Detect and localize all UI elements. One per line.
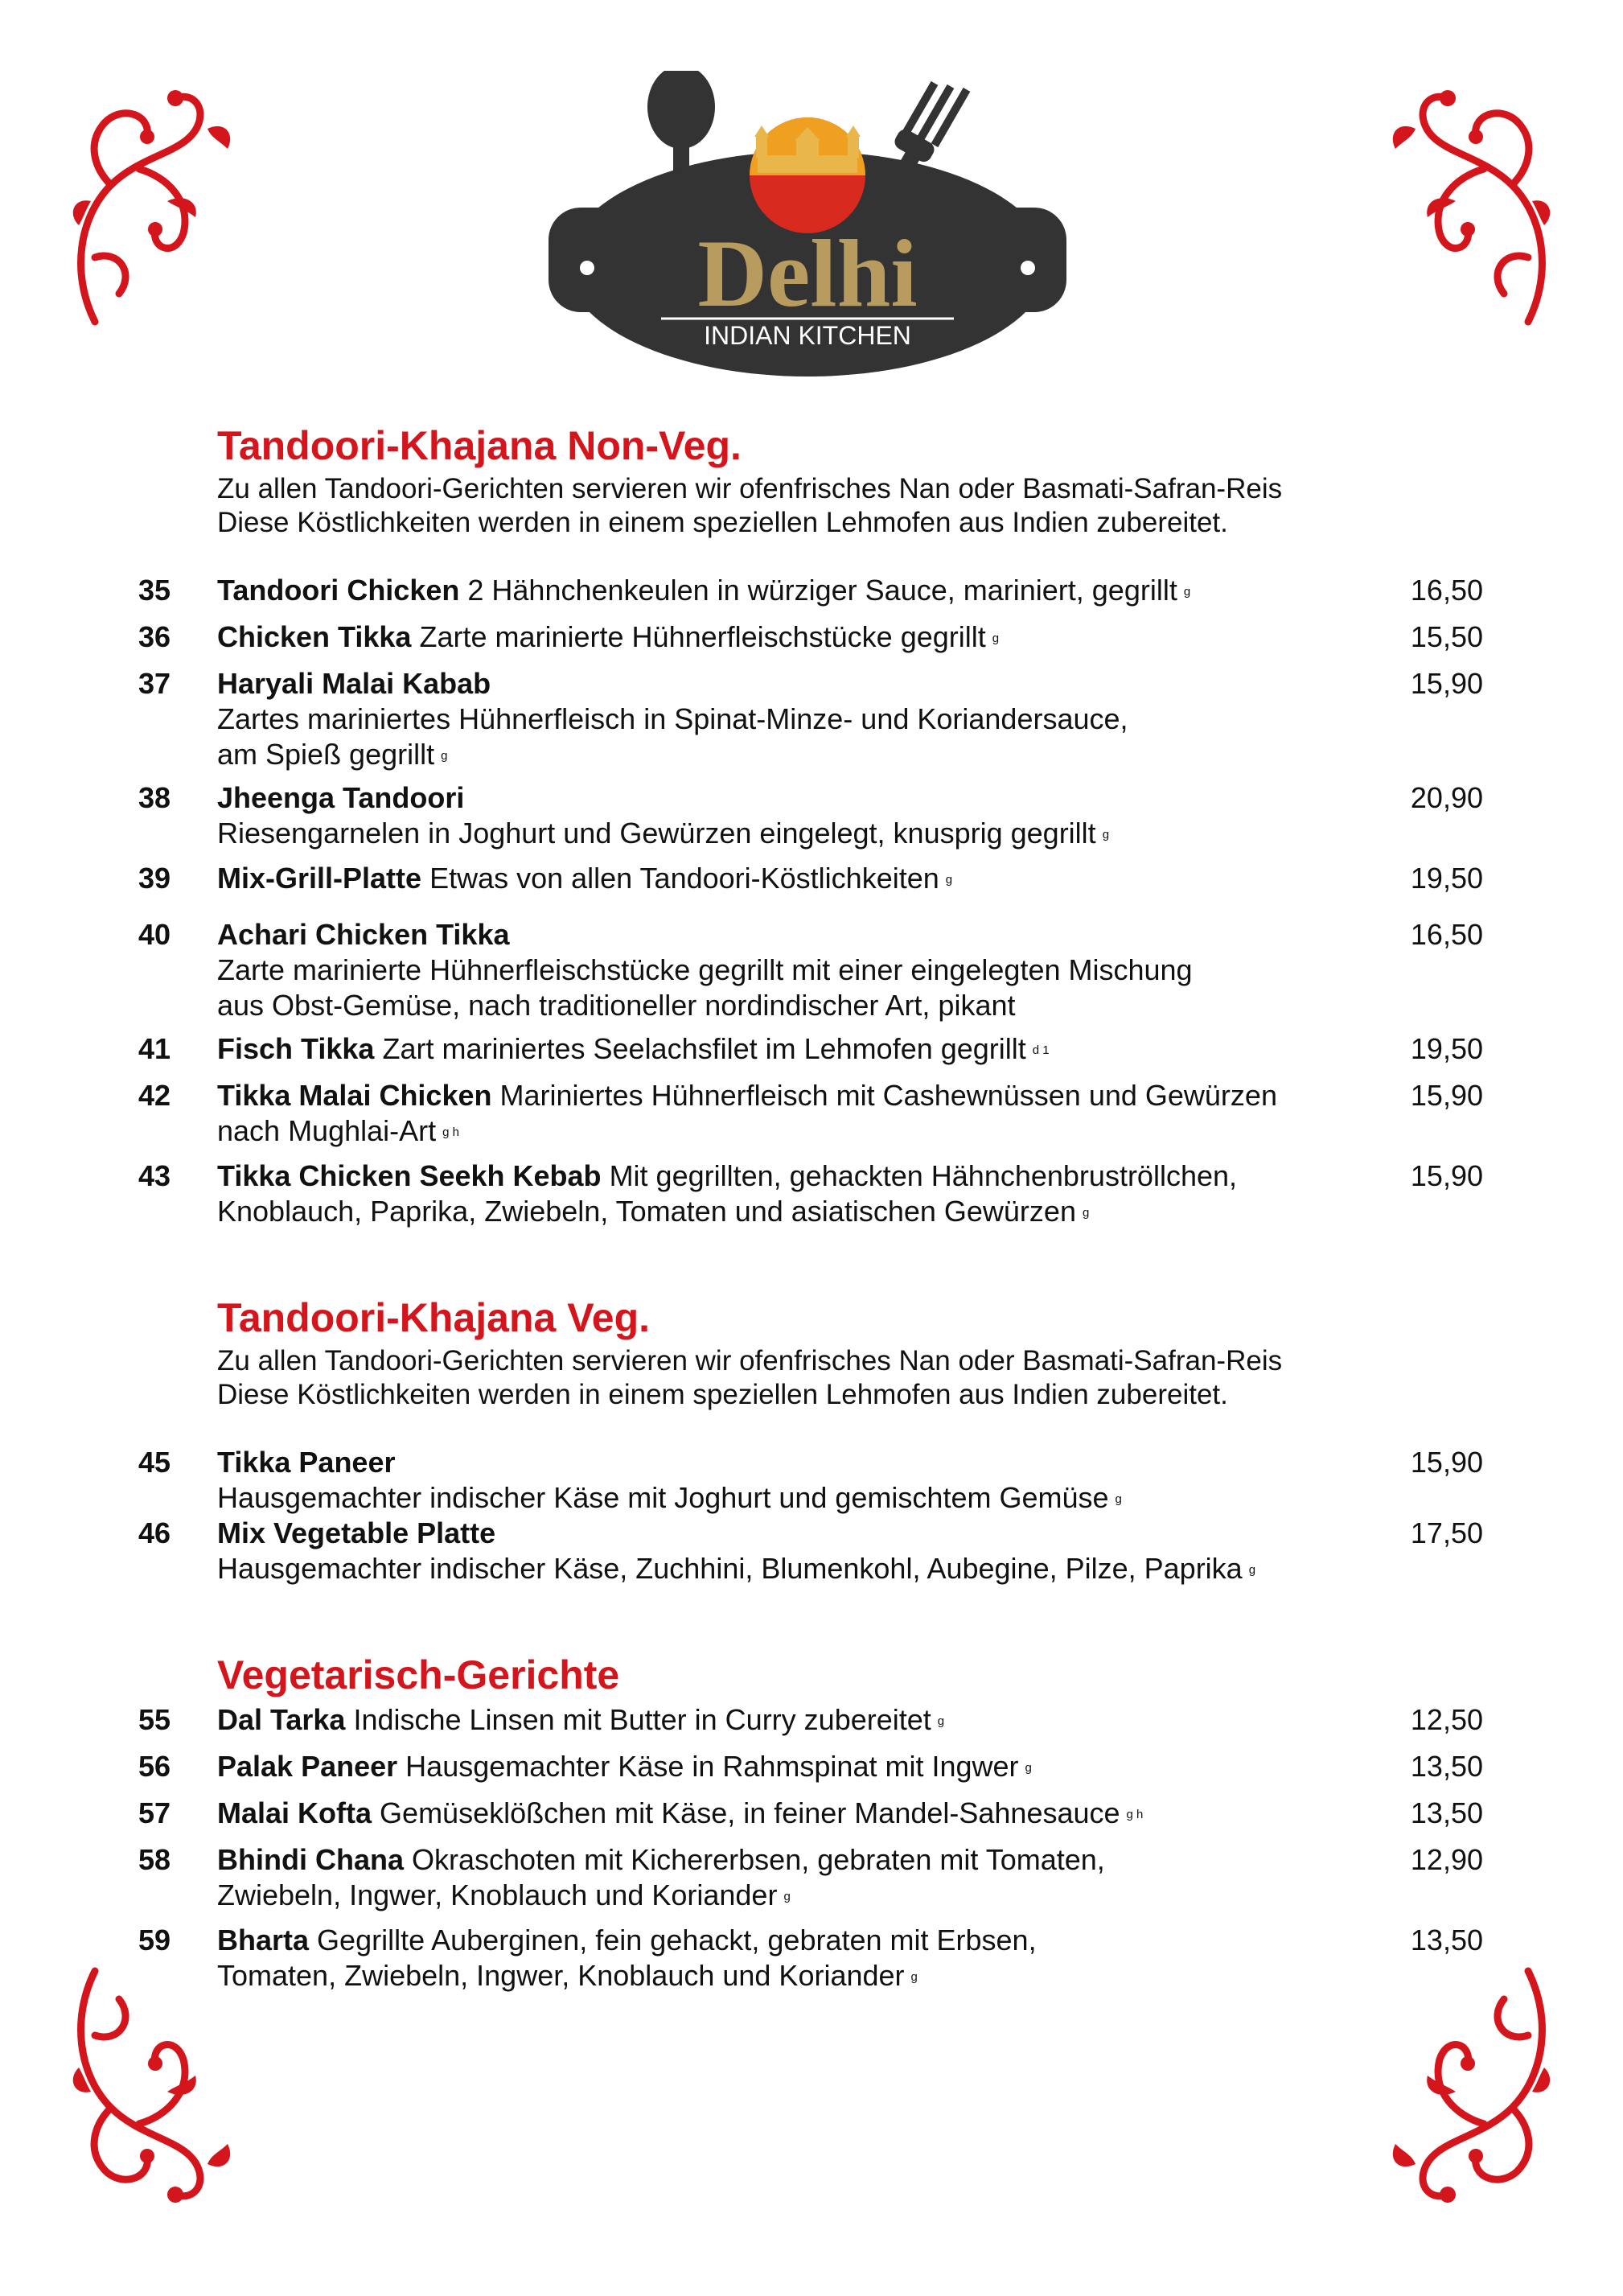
item-number: 42 [138, 1079, 171, 1112]
item-name: Haryali Malai Kabab [217, 667, 491, 700]
allergen-note: g [945, 873, 953, 887]
brand-name: Delhi [697, 220, 918, 327]
dot-icon [1021, 261, 1035, 275]
allergen-note: g [441, 749, 448, 763]
item-number: 46 [138, 1516, 171, 1549]
allergen-note: g [1183, 585, 1191, 599]
item-number: 35 [138, 574, 171, 607]
dot-icon [580, 261, 594, 275]
item-name: Bharta [217, 1924, 310, 1957]
item-number: 43 [138, 1159, 171, 1192]
item-price: 15,90 [1410, 1159, 1483, 1192]
item-description: aus Obst-Gemüse, nach traditioneller nordindischer Art, pikant [217, 989, 1016, 1022]
brand-tagline: INDIAN KITCHEN [704, 321, 911, 350]
corner-ornament-icon [63, 80, 256, 338]
allergen-note: g h [442, 1125, 459, 1139]
item-description: Hausgemachter indischer Käse mit Joghurt und gemischtem Gemüse [217, 1481, 1109, 1514]
item-description: Zartes mariniertes Hühnerfleisch in Spinat-Minze- und Koriandersauce, [217, 702, 1128, 735]
item-price: 13,50 [1410, 1750, 1483, 1783]
item-number: 41 [138, 1032, 171, 1065]
item-number: 56 [138, 1750, 171, 1783]
item-description: Okraschoten mit Kichererbsen, gebraten mit Tomaten, [412, 1843, 1105, 1876]
item-description: Knoblauch, Paprika, Zwiebeln, Tomaten und asiatischen Gewürzen [217, 1195, 1076, 1228]
item-name: Fisch Tikka [217, 1032, 375, 1065]
item-description: Zarte marinierte Hühnerfleischstücke gegrillt mit einer eingelegten Mischung [217, 953, 1193, 986]
corner-ornament-icon [1367, 80, 1560, 338]
item-number: 37 [138, 667, 171, 700]
item-name: Achari Chicken Tikka [217, 918, 510, 951]
section-intro-line: Zu allen Tandoori-Gerichten servieren wir ofenfrisches Nan oder Basmati-Safran-Reis [217, 1345, 1283, 1376]
item-description: am Spieß gegrillt [217, 738, 435, 771]
item-price: 20,90 [1410, 781, 1483, 814]
allergen-note: g [910, 1970, 918, 1984]
item-description: Mariniertes Hühnerfleisch mit Cashewnüssen und Gewürzen [499, 1079, 1277, 1112]
item-name: Mix Vegetable Platte [217, 1516, 496, 1549]
allergen-note: g [783, 1890, 791, 1903]
item-number: 38 [138, 781, 171, 814]
allergen-note: g [1025, 1761, 1032, 1775]
corner-ornament-icon [1367, 1955, 1560, 2212]
allergen-note: g h [1126, 1808, 1144, 1821]
item-price: 19,50 [1410, 1032, 1483, 1065]
item-description: Indische Linsen mit Butter in Curry zubereitet [353, 1703, 931, 1736]
item-price: 16,50 [1410, 574, 1483, 607]
item-number: 36 [138, 620, 171, 653]
section-title: Tandoori-Khajana Veg. [217, 1295, 651, 1340]
item-name: Tikka Malai Chicken [217, 1079, 492, 1112]
allergen-note: g [1248, 1563, 1256, 1577]
item-name: Bhindi Chana [217, 1843, 404, 1876]
item-description: Zarte marinierte Hühnerfleischstücke gegrillt [419, 620, 986, 653]
item-price: 13,50 [1410, 1924, 1483, 1957]
item-name: Jheenga Tandoori [217, 781, 465, 814]
item-name: Dal Tarka [217, 1703, 346, 1736]
section-intro-line: Diese Köstlichkeiten werden in einem speziellen Lehmofen aus Indien zubereitet. [217, 507, 1228, 538]
item-name: Tikka Chicken Seekh Kebab [217, 1159, 602, 1192]
item-description: Riesengarnelen in Joghurt und Gewürzen eingelegt, knusprig gegrillt [217, 817, 1096, 850]
item-description: 2 Hähnchenkeulen in würziger Sauce, mariniert, gegrillt [467, 574, 1177, 607]
allergen-note: g [1082, 1206, 1090, 1220]
item-price: 12,90 [1410, 1843, 1483, 1876]
allergen-note: g [1115, 1492, 1122, 1506]
item-price: 15,90 [1410, 1446, 1483, 1479]
item-number: 58 [138, 1843, 171, 1876]
item-number: 45 [138, 1446, 171, 1479]
section-title: Tandoori-Khajana Non-Veg. [217, 423, 742, 468]
item-description: Zwiebeln, Ingwer, Knoblauch und Koriander [217, 1878, 778, 1911]
item-description: nach Mughlai-Art [217, 1114, 437, 1147]
item-number: 40 [138, 918, 171, 951]
item-number: 57 [138, 1796, 171, 1829]
allergen-note: g [1102, 828, 1110, 841]
allergen-note: d 1 [1032, 1043, 1050, 1057]
item-description: Gemüseklößchen mit Käse, in feiner Mandel-Sahnesauce [380, 1796, 1120, 1829]
section-intro-line: Diese Köstlichkeiten werden in einem speziellen Lehmofen aus Indien zubereitet. [217, 1379, 1228, 1410]
item-price: 17,50 [1410, 1516, 1483, 1549]
item-name: Palak Paneer [217, 1750, 398, 1783]
item-price: 15,90 [1410, 667, 1483, 700]
allergen-note: g [992, 632, 1000, 645]
item-price: 15,90 [1410, 1079, 1483, 1112]
item-description: Tomaten, Zwiebeln, Ingwer, Knoblauch und Koriander [217, 1959, 905, 1992]
item-price: 13,50 [1410, 1796, 1483, 1829]
item-price: 16,50 [1410, 918, 1483, 951]
item-name: Tikka Paneer [217, 1446, 396, 1479]
item-name: Tandoori Chicken [217, 574, 460, 607]
section-intro-line: Zu allen Tandoori-Gerichten servieren wir ofenfrisches Nan oder Basmati-Safran-Reis [217, 473, 1283, 504]
item-description: Hausgemachter Käse in Rahmspinat mit Ingwer [405, 1750, 1019, 1783]
item-name: Chicken Tikka [217, 620, 412, 653]
item-description: Zart mariniertes Seelachsfilet im Lehmofen gegrillt [382, 1032, 1026, 1065]
item-number: 59 [138, 1924, 171, 1957]
item-name: Mix-Grill-Platte [217, 862, 422, 895]
item-price: 15,50 [1410, 620, 1483, 653]
item-description: Hausgemachter indischer Käse, Zuchhini, Blumenkohl, Aubegine, Pilze, Paprika [217, 1552, 1243, 1585]
item-price: 19,50 [1410, 862, 1483, 895]
item-number: 55 [138, 1703, 171, 1736]
item-price: 12,50 [1410, 1703, 1483, 1736]
item-description: Etwas von allen Tandoori-Köstlichkeiten [429, 862, 939, 895]
restaurant-logo [540, 71, 1074, 393]
item-number: 39 [138, 862, 171, 895]
section-title: Vegetarisch-Gerichte [217, 1652, 620, 1697]
item-description: Mit gegrillten, gehackten Hähnchenbruströllchen, [609, 1159, 1238, 1192]
corner-ornament-icon [63, 1955, 256, 2212]
item-description: Gegrillte Auberginen, fein gehackt, gebraten mit Erbsen, [317, 1924, 1037, 1957]
allergen-note: g [937, 1714, 945, 1728]
item-name: Malai Kofta [217, 1796, 372, 1829]
